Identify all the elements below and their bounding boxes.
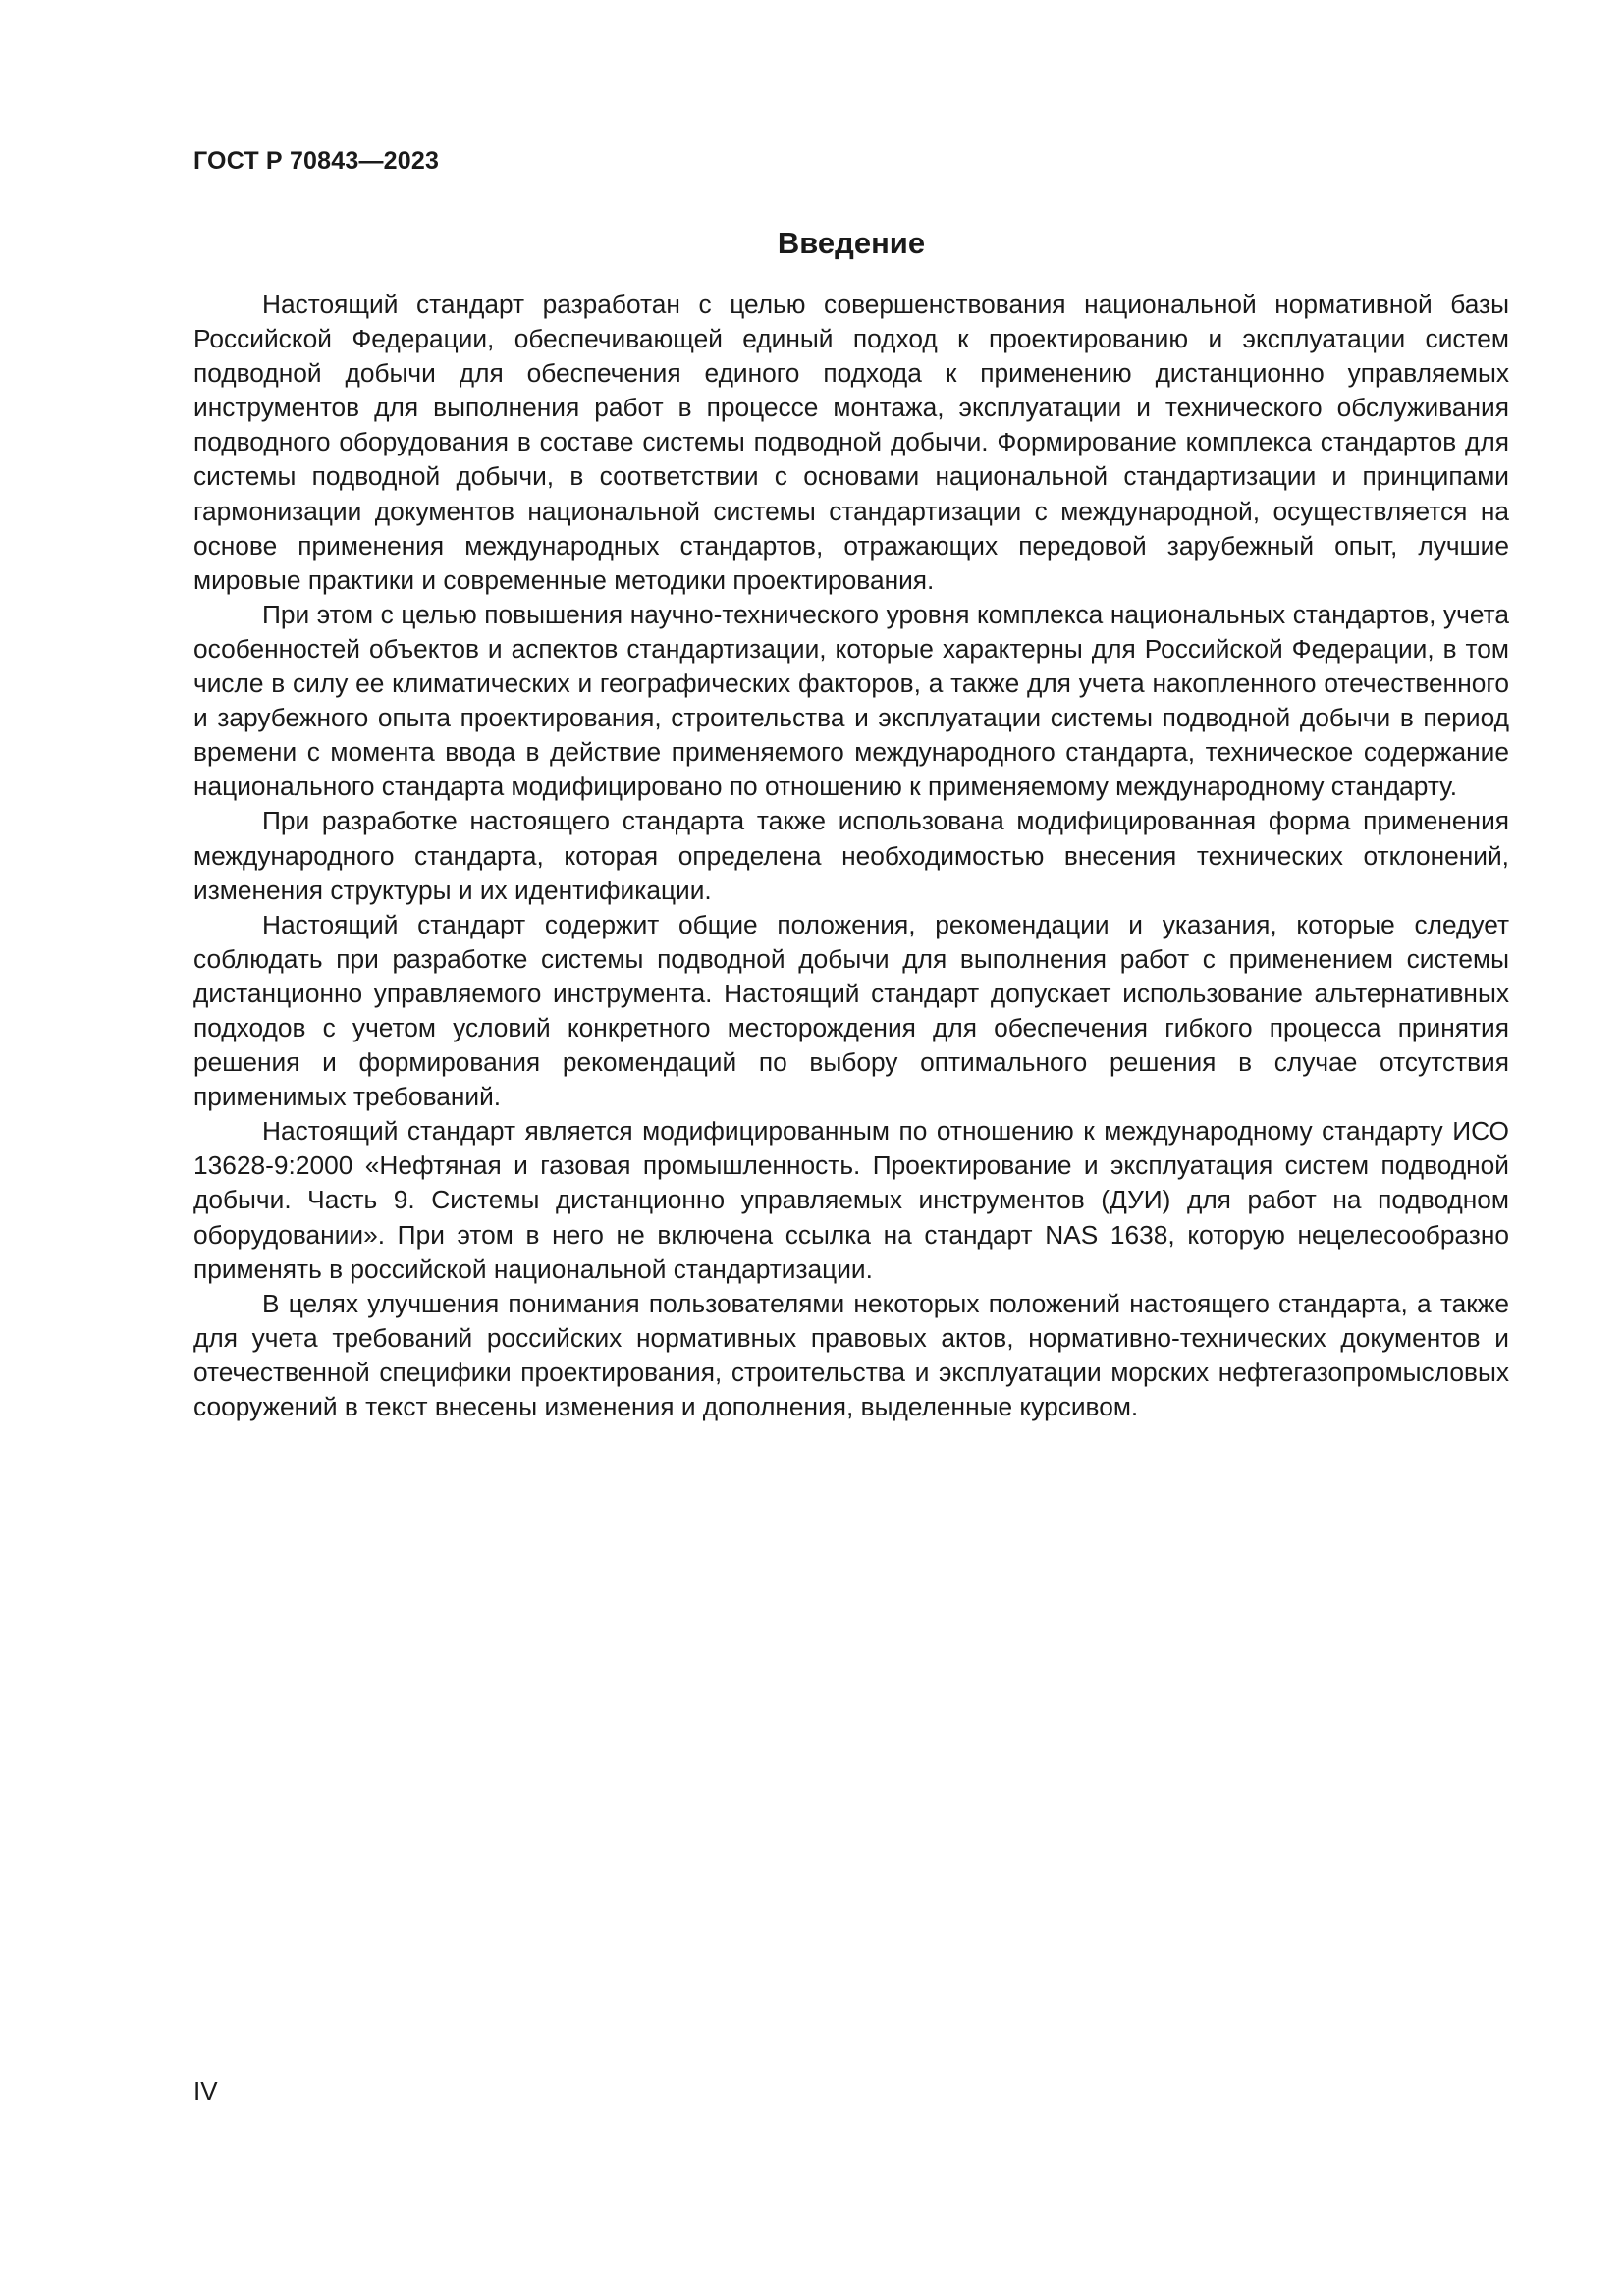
body-text [193,288,1509,1424]
paragraph: Настоящий стандарт содержит общие положения, рекомендации и указания, которые следует соблюдать при разработке системы подводной добычи для выполнения работ с применением системы дистанционно управляемого инструмента. Настоящий стандарт допускает использование альтернативных подходов с учетом условий конкретного месторождения для обеспечения гибкого процесса принятия решения и формирования рекомендаций по выбору оптимального решения в случае отсутствия применимых требований. [193,909,1509,1112]
page-number: IV [193,2076,218,2106]
paragraph: При разработке настоящего стандарта также использована модифицированная форма применения международного стандарта, которая определена необходимостью внесения технических отклонений, изменения структуры и их идентификации. [193,806,1509,905]
document-code: ГОСТ Р 70843—2023 [193,147,440,175]
paragraph: При этом с целью повышения научно-технического уровня комплекса национальных стандартов, учета особенностей объектов и аспектов стандартизации, которые характерны для Российской Федерации, в том числе в силу ее климатических и географических факторов, а также для учета накопленного отечественного и зарубежного опыта проектирования, строительства и эксплуатации системы подводной добычи в период времени с момента ввода в действие применяемого международного стандарта, техническое содержание национального стандарта модифицировано по отношению к применяемому международному стандарту. [193,599,1509,802]
paragraph: Настоящий стандарт является модифицированным по отношению к международному стандарту ИСО 13628-9:2000 «Нефтяная и газовая промышленность. Проектирование и эксплуатация систем подводной добычи. Часть 9. Системы дистанционно управляемых инструментов (ДУИ) для работ на подводном оборудовании». При этом в него не включена ссылка на стандарт NAS 1638, которую нецелесообразно применять в российской национальной стандартизации. [193,1116,1509,1284]
paragraph: Настоящий стандарт разработан с целью совершенствования национальной нормативной базы Российской Федерации, обеспечивающей единый подход к проектированию и эксплуатации систем подводной добычи для обеспечения единого подхода к применению дистанционно управляемых инструментов для выполнения работ в процессе монтажа, эксплуатации и технического обслуживания подводного оборудования в составе системы подводной добычи. Формирование комплекса стандартов для системы подводной добычи, в соответствии с основами национальной стандартизации и принципами гармонизации документов национальной системы стандартизации с международной, осуществляется на основе применения международных стандартов, отражающих передовой зарубежный опыт, лучшие мировые практики и современные методики проектирования. [193,290,1509,595]
section-title: Введение [777,226,926,260]
paragraph: В целях улучшения понимания пользователями некоторых положений настоящего стандарта, а также для учета требований российских нормативных правовых актов, нормативно-технических документов и отечественной специфики проектирования, строительства и эксплуатации морских нефтегазопромысловых сооружений в текст внесены изменения и дополнения, выделенные курсивом. [193,1288,1509,1421]
